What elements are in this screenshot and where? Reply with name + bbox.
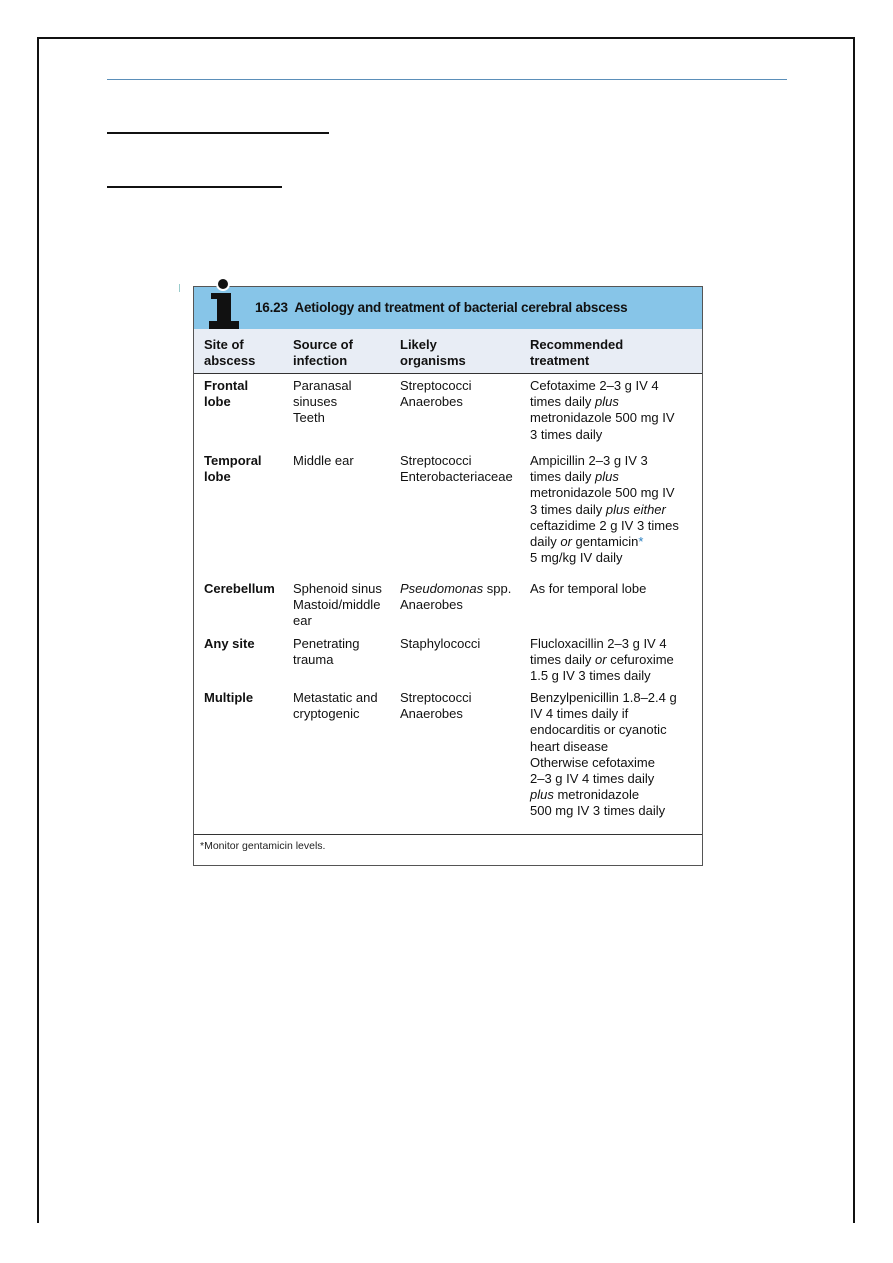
row1-site: Frontal lobe	[204, 378, 249, 410]
row5-treatment: Benzylpenicillin 1.8–2.4 g IV 4 times daily if endocarditis or cyanotic heart disease Otherwise cefotaxime 2–3 g IV 4 times daily plus metronidazole 500 mg IV 3 times daily	[530, 690, 677, 819]
footer-rule	[194, 834, 702, 835]
row3-treatment: As for temporal lobe	[530, 581, 647, 596]
row3-organisms: Pseudomonas spp. Anaerobes	[400, 581, 512, 613]
row2-site: Temporal lobe	[204, 453, 262, 485]
row4-source: Penetrating trauma	[293, 636, 360, 668]
table-title	[255, 300, 627, 315]
row5-organisms: Streptococci Anaerobes	[400, 690, 472, 722]
row2-source: Middle ear	[293, 453, 354, 468]
row1-treatment: Cefotaxime 2–3 g IV 4 times daily plus metronidazole 500 mg IV 3 times daily	[530, 378, 675, 442]
header-rule-bottom	[194, 373, 702, 374]
header-treatment: Recommended treatment	[530, 337, 624, 368]
heading-underline	[107, 132, 329, 134]
row3-source: Sphenoid sinus Mastoid/middle ear	[293, 581, 382, 629]
header-rule	[107, 79, 787, 80]
row4-treatment: Flucloxacillin 2–3 g IV 4 times daily or cefuroxime 1.5 g IV 3 times daily	[530, 636, 674, 684]
info-icon	[204, 277, 242, 333]
row2-treatment: Ampicillin 2–3 g IV 3 times daily plus metronidazole 500 mg IV 3 times daily plus either ceftazidime 2 g IV 3 times daily or gentamicin* 5 mg/kg IV daily	[530, 453, 679, 566]
table-box	[193, 286, 703, 866]
table-number: 16.23	[255, 300, 288, 315]
header-organisms: Likely organisms	[400, 337, 466, 368]
row3-site: Cerebellum	[204, 581, 275, 596]
row4-site: Any site	[204, 636, 255, 651]
row2-organisms: Streptococci Enterobacteriaceae	[400, 453, 513, 485]
row4-organisms: Staphylococci	[400, 636, 481, 651]
margin-mark	[179, 284, 183, 292]
row5-source: Metastatic and cryptogenic	[293, 690, 378, 722]
table-footnote: *Monitor gentamicin levels.	[200, 840, 326, 852]
subheading-underline	[107, 186, 282, 188]
row5-site: Multiple	[204, 690, 254, 705]
row1-source: Paranasal sinuses Teeth	[293, 378, 352, 426]
header-source: Source of infection	[293, 337, 353, 368]
row1-organisms: Streptococci Anaerobes	[400, 378, 472, 410]
table-title-text: Aetiology and treatment of bacterial cerebral abscess	[294, 300, 628, 315]
header-site: Site of abscess	[204, 337, 256, 368]
